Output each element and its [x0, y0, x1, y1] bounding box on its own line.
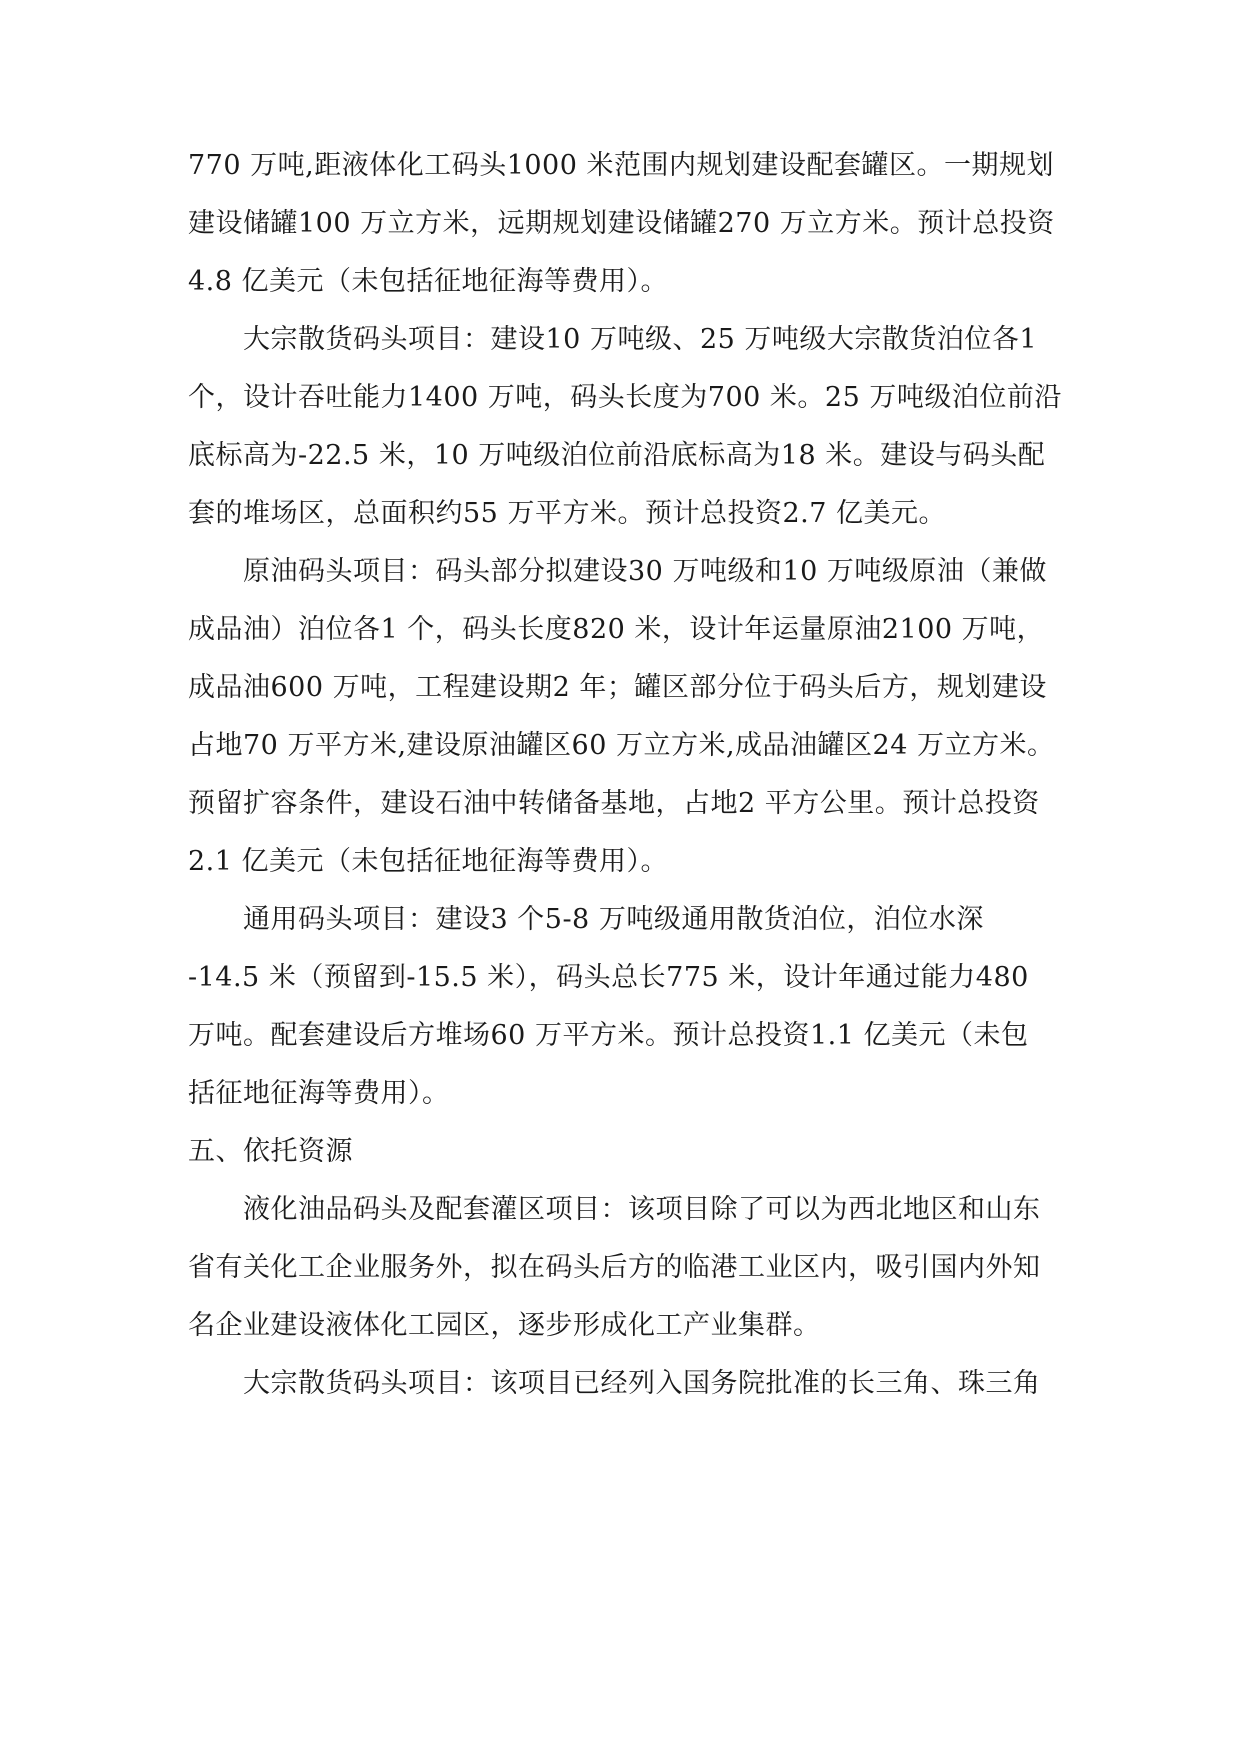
- paragraph-start-line: 大宗散货码头项目：建设10 万吨级、25 万吨级大宗散货泊位各1: [243, 324, 1038, 355]
- paragraph-start-line: 原油码头项目：码头部分拟建设30 万吨级和10 万吨级原油（兼做: [243, 556, 1047, 587]
- paragraph-start-line: 大宗散货码头项目：该项目已经列入国务院批准的长三角、珠三角: [243, 1368, 1041, 1399]
- text-line: 名企业建设液体化工园区，逐步形成化工产业集群。: [188, 1310, 821, 1341]
- text-line: -14.5 米（预留到-15.5 米），码头总长775 米，设计年通过能力480: [188, 962, 1029, 993]
- paragraph-start-line: 通用码头项目：建设3 个5-8 万吨级通用散货泊位，泊位水深: [243, 904, 984, 935]
- text-line: 770 万吨,距液体化工码头1000 米范围内规划建设配套罐区。一期规划: [188, 150, 1054, 181]
- text-line: 2.1 亿美元（未包括征地征海等费用）。: [188, 846, 669, 877]
- text-line: 建设储罐100 万立方米，远期规划建设储罐270 万立方米。预计总投资: [188, 208, 1055, 239]
- text-line: 4.8 亿美元（未包括征地征海等费用）。: [188, 266, 669, 297]
- text-line: 省有关化工企业服务外，拟在码头后方的临港工业区内，吸引国内外知: [188, 1252, 1041, 1283]
- text-line: 成品油）泊位各1 个，码头长度820 米，设计年运量原油2100 万吨，: [188, 614, 1045, 645]
- text-line: 万吨。配套建设后方堆场60 万平方米。预计总投资1.1 亿美元（未包: [188, 1020, 1029, 1051]
- section-heading: 五、依托资源: [188, 1136, 353, 1167]
- text-line: 底标高为-22.5 米，10 万吨级泊位前沿底标高为18 米。建设与码头配: [188, 440, 1046, 471]
- text-line: 个，设计吞吐能力1400 万吨，码头长度为700 米。25 万吨级泊位前沿: [188, 382, 1062, 413]
- text-line: 括征地征海等费用）。: [188, 1078, 450, 1109]
- text-line: 成品油600 万吨，工程建设期2 年；罐区部分位于码头后方，规划建设: [188, 672, 1047, 703]
- text-line: 预留扩容条件，建设石油中转储备基地，占地2 平方公里。预计总投资: [188, 788, 1040, 819]
- text-line: 占地70 万平方米,建设原油罐区60 万立方米,成品油罐区24 万立方米。: [188, 730, 1055, 761]
- paragraph-start-line: 液化油品码头及配套灌区项目：该项目除了可以为西北地区和山东: [243, 1194, 1041, 1225]
- text-line: 套的堆场区，总面积约55 万平方米。预计总投资2.7 亿美元。: [188, 498, 946, 529]
